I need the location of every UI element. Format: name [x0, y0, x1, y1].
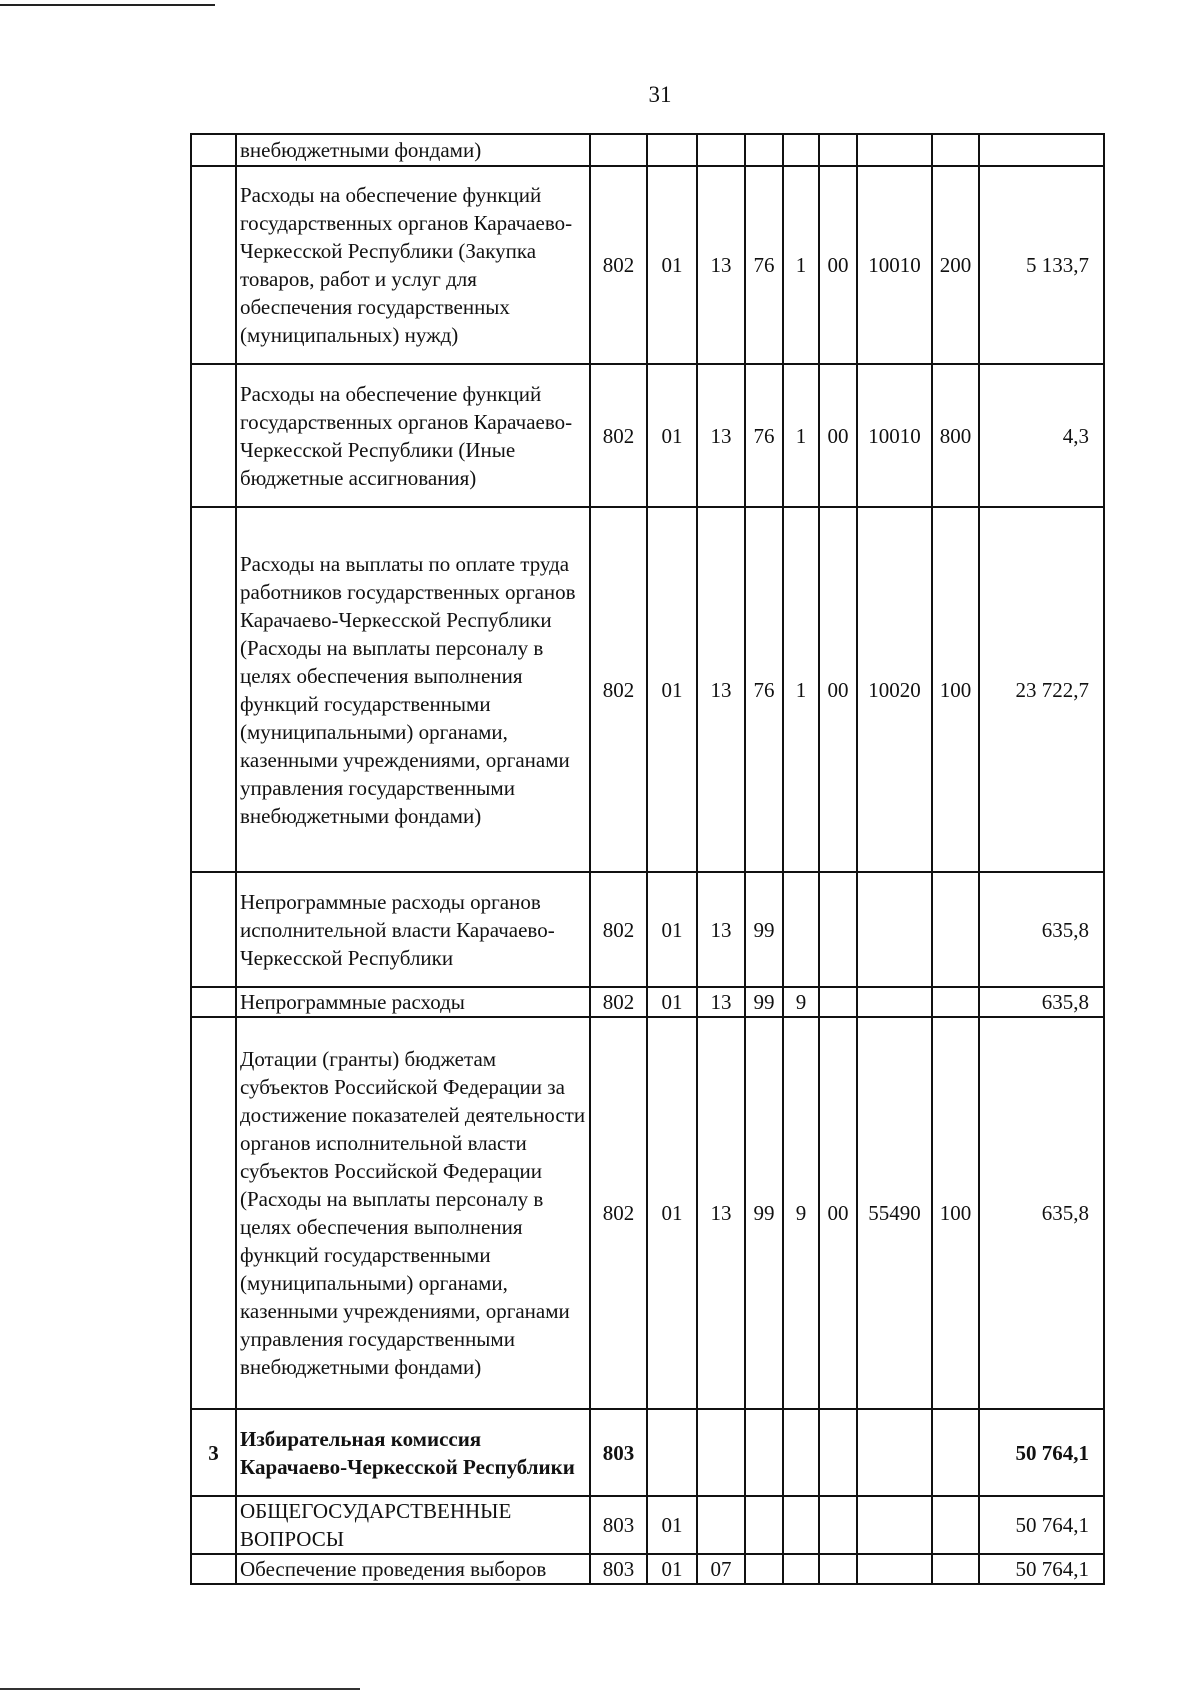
expense-type-code: 100	[932, 507, 979, 872]
program-code: 99	[745, 872, 783, 987]
subsection-code: 07	[697, 1554, 745, 1584]
direction-code	[857, 134, 932, 166]
expense-name: Непрограммные расходы органов исполнительной власти Карачаево-Черкесской Республики	[236, 872, 590, 987]
ministry-code: 803	[590, 1496, 647, 1554]
program-code: 99	[745, 987, 783, 1017]
table-row	[191, 134, 1104, 166]
expense-type-code	[932, 987, 979, 1017]
section-code: 01	[647, 1017, 697, 1409]
table-row	[191, 987, 1104, 1017]
event-code: 00	[819, 1017, 857, 1409]
event-code	[819, 872, 857, 987]
section-code: 01	[647, 987, 697, 1017]
subprogram-code: 9	[783, 1017, 819, 1409]
ministry-code	[590, 134, 647, 166]
expense-type-code	[932, 1554, 979, 1584]
program-code: 76	[745, 166, 783, 364]
event-code	[819, 1554, 857, 1584]
row-number	[191, 1554, 236, 1584]
amount: 23 722,7	[979, 507, 1104, 872]
event-code: 00	[819, 507, 857, 872]
expense-name: Обеспечение проведения выборов	[236, 1554, 590, 1584]
section-code: 01	[647, 364, 697, 507]
ministry-code: 802	[590, 1017, 647, 1409]
amount: 635,8	[979, 987, 1104, 1017]
section-code: 01	[647, 872, 697, 987]
subsection-code: 13	[697, 987, 745, 1017]
table-row	[191, 1496, 1104, 1554]
row-number	[191, 1496, 236, 1554]
direction-code: 10020	[857, 507, 932, 872]
subprogram-code	[783, 134, 819, 166]
subsection-code	[697, 1496, 745, 1554]
expense-type-code	[932, 1409, 979, 1496]
ministry-code: 802	[590, 364, 647, 507]
subsection-code: 13	[697, 1017, 745, 1409]
direction-code: 10010	[857, 166, 932, 364]
subprogram-code	[783, 1496, 819, 1554]
amount: 635,8	[979, 872, 1104, 987]
scan-edge-line-top	[0, 4, 215, 6]
program-code	[745, 1409, 783, 1496]
expense-name: Непрограммные расходы	[236, 987, 590, 1017]
subprogram-code: 9	[783, 987, 819, 1017]
page-number: 31	[648, 82, 672, 107]
event-code: 00	[819, 166, 857, 364]
subsection-code: 13	[697, 872, 745, 987]
subprogram-code: 1	[783, 166, 819, 364]
ministry-code: 802	[590, 872, 647, 987]
subsection-code	[697, 1409, 745, 1496]
event-code	[819, 1409, 857, 1496]
expense-type-code	[932, 134, 979, 166]
expense-type-code: 800	[932, 364, 979, 507]
expense-name: Расходы на обеспечение функций государственных органов Карачаево-Черкесской Республики (Иные бюджетные ассигнования)	[236, 364, 590, 507]
subprogram-code: 1	[783, 364, 819, 507]
event-code	[819, 134, 857, 166]
expense-name: Избирательная комиссия Карачаево-Черкесской Республики	[236, 1409, 590, 1496]
amount	[979, 134, 1104, 166]
section-code: 01	[647, 166, 697, 364]
ministry-code: 802	[590, 166, 647, 364]
ministry-code: 803	[590, 1554, 647, 1584]
table-row	[191, 507, 1104, 872]
direction-code	[857, 872, 932, 987]
row-number	[191, 987, 236, 1017]
table-row	[191, 364, 1104, 507]
expense-type-code	[932, 872, 979, 987]
subprogram-code	[783, 872, 819, 987]
amount: 635,8	[979, 1017, 1104, 1409]
scan-edge-line-bottom	[0, 1688, 360, 1690]
program-code	[745, 134, 783, 166]
event-code: 00	[819, 364, 857, 507]
event-code	[819, 987, 857, 1017]
direction-code: 10010	[857, 364, 932, 507]
expense-name: ОБЩЕГОСУДАРСТВЕННЫЕ ВОПРОСЫ	[236, 1496, 590, 1554]
row-number	[191, 507, 236, 872]
row-number	[191, 872, 236, 987]
section-code	[647, 134, 697, 166]
ministry-code: 803	[590, 1409, 647, 1496]
amount: 5 133,7	[979, 166, 1104, 364]
section-code: 01	[647, 1496, 697, 1554]
subsection-code: 13	[697, 364, 745, 507]
table-row	[191, 1554, 1104, 1584]
expense-type-code: 200	[932, 166, 979, 364]
program-code	[745, 1554, 783, 1584]
subprogram-code	[783, 1554, 819, 1584]
table-row	[191, 1409, 1104, 1496]
amount: 50 764,1	[979, 1409, 1104, 1496]
row-number	[191, 166, 236, 364]
table-row	[191, 166, 1104, 364]
direction-code	[857, 1554, 932, 1584]
subprogram-code: 1	[783, 507, 819, 872]
section-code: 01	[647, 507, 697, 872]
subsection-code	[697, 134, 745, 166]
program-code: 76	[745, 507, 783, 872]
expense-name: Дотации (гранты) бюджетам субъектов Российской Федерации за достижение показателей деятельности органов исполнительной власти субъектов Российской Федерации (Расходы на выплаты персоналу в целях обеспечения выполнения функций государственными (муниципальными) органами, казенными учреждениями, органами управления государственными внебюджетными фондами)	[236, 1017, 590, 1409]
expense-type-code: 100	[932, 1017, 979, 1409]
table-row	[191, 1017, 1104, 1409]
subsection-code: 13	[697, 507, 745, 872]
row-number	[191, 134, 236, 166]
ministry-code: 802	[590, 987, 647, 1017]
event-code	[819, 1496, 857, 1554]
direction-code	[857, 987, 932, 1017]
subsection-code: 13	[697, 166, 745, 364]
amount: 50 764,1	[979, 1554, 1104, 1584]
program-code	[745, 1496, 783, 1554]
program-code: 76	[745, 364, 783, 507]
program-code: 99	[745, 1017, 783, 1409]
budget-table	[190, 133, 1105, 1585]
direction-code	[857, 1409, 932, 1496]
expense-name: внебюджетными фондами)	[236, 134, 590, 166]
expense-name: Расходы на выплаты по оплате труда работников государственных органов Карачаево-Черкесской Республики (Расходы на выплаты персоналу в целях обеспечения выполнения функций государственными (муниципальными) органами, казенными учреждениями, органами управления государственными внебюджетными фондами)	[236, 507, 590, 872]
row-number	[191, 364, 236, 507]
expense-name: Расходы на обеспечение функций государственных органов Карачаево-Черкесской Республики (Закупка товаров, работ и услуг для обеспечения государственных (муниципальных) нужд)	[236, 166, 590, 364]
amount: 50 764,1	[979, 1496, 1104, 1554]
section-code	[647, 1409, 697, 1496]
table-row	[191, 872, 1104, 987]
row-number: 3	[191, 1409, 236, 1496]
section-code: 01	[647, 1554, 697, 1584]
direction-code: 55490	[857, 1017, 932, 1409]
expense-type-code	[932, 1496, 979, 1554]
subprogram-code	[783, 1409, 819, 1496]
direction-code	[857, 1496, 932, 1554]
row-number	[191, 1017, 236, 1409]
amount: 4,3	[979, 364, 1104, 507]
ministry-code: 802	[590, 507, 647, 872]
